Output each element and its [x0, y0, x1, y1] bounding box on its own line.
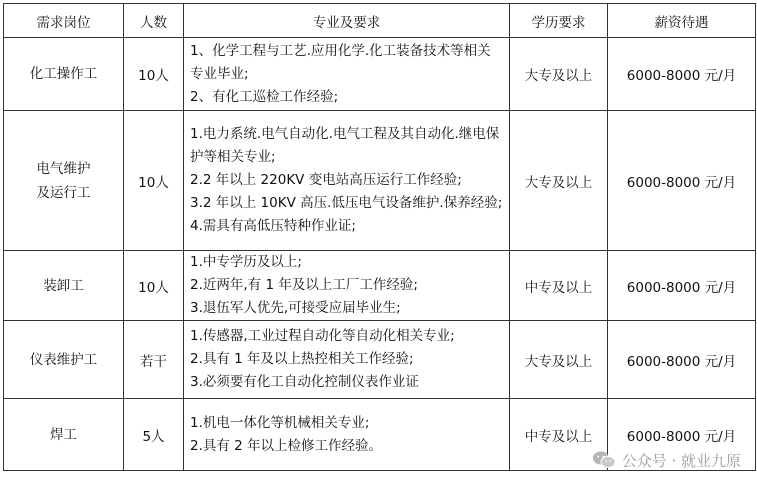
table-row [4, 111, 756, 251]
education-cell: 大专及以上 [510, 38, 608, 111]
requirement-item: 2.2 年以上 220KV 变电站高压运行工作经验; [190, 172, 462, 188]
requirement-item: 1.中专学历及以上; [190, 254, 302, 270]
position-cell [4, 251, 124, 321]
position-label: 焊工 [50, 426, 77, 443]
education-cell: 大专及以上 [510, 321, 608, 399]
requirement-item: 2.具有 1 年及以上热控相关工作经验; [190, 351, 414, 367]
position-label: 装卸工 [43, 277, 84, 294]
table-row [4, 321, 756, 399]
salary-cell: 6000-8000 元/月 [608, 38, 756, 111]
education-cell: 大专及以上 [510, 111, 608, 251]
requirement-item: 1.电力系统.电气自动化.电气工程及其自动化.继电保护等相关专业; [190, 126, 500, 165]
table-row [4, 251, 756, 321]
position-cell [4, 399, 124, 471]
requirements-cell [184, 321, 510, 399]
count-cell: 10人 [124, 111, 184, 251]
requirement-item: 3.退伍军人优先,可接受应届毕业生; [190, 300, 401, 316]
watermark [592, 449, 741, 471]
count-cell: 5人 [124, 399, 184, 471]
position-cell [4, 321, 124, 399]
header-count: 人数 [124, 4, 184, 38]
position-label: 及运行工 [36, 184, 91, 201]
table-row [4, 38, 756, 111]
header-requirements: 专业及要求 [184, 4, 510, 38]
education-cell: 中专及以上 [510, 399, 608, 471]
position-label: 化工操作工 [29, 66, 98, 82]
position-cell [4, 38, 124, 111]
requirement-item: 2.近两年,有 1 年及以上工厂工作经验; [190, 277, 418, 293]
requirement-item: 2.具有 2 年以上检修工作经验。 [190, 437, 383, 454]
header-salary: 薪资待遇 [608, 4, 756, 38]
position-label: 仪表维护工 [29, 351, 98, 368]
requirement-item: 1.机电一体化等机械相关专业; [190, 414, 370, 431]
position-cell [4, 111, 124, 251]
requirements-cell [184, 38, 510, 111]
requirement-item: 1.传感器,工业过程自动化等自动化相关专业; [190, 328, 455, 344]
requirements-cell [184, 251, 510, 321]
position-label: 电气维护 [36, 160, 91, 177]
count-cell: 若干 [124, 321, 184, 399]
requirement-item: 1、化学工程与工艺.应用化学.化工装备技术等相关专业毕业; [190, 42, 491, 82]
salary-cell: 6000-8000 元/月 [608, 399, 756, 471]
count-cell: 10人 [124, 38, 184, 111]
wechat-icon [592, 449, 616, 471]
salary-cell: 6000-8000 元/月 [608, 111, 756, 251]
header-row [4, 4, 756, 38]
requirements-cell [184, 399, 510, 471]
watermark-text: 公众号 · 就业九原 [621, 451, 741, 470]
header-position: 需求岗位 [4, 4, 124, 38]
salary-cell: 6000-8000 元/月 [608, 251, 756, 321]
requirements-cell [184, 111, 510, 251]
requirement-item: 3.2 年以上 10KV 高压.低压电气设备维护.保养经验; [190, 195, 503, 211]
education-cell: 中专及以上 [510, 251, 608, 321]
salary-cell: 6000-8000 元/月 [608, 321, 756, 399]
requirement-item: 2、有化工巡检工作经验; [190, 88, 339, 105]
requirement-item: 4.需具有高低压特种作业证; [190, 218, 356, 234]
header-education: 学历要求 [510, 4, 608, 38]
requirement-item: 3.必须要有化工自动化控制仪表作业证 [190, 374, 419, 390]
count-cell: 10人 [124, 251, 184, 321]
job-requirements-table [3, 3, 756, 471]
